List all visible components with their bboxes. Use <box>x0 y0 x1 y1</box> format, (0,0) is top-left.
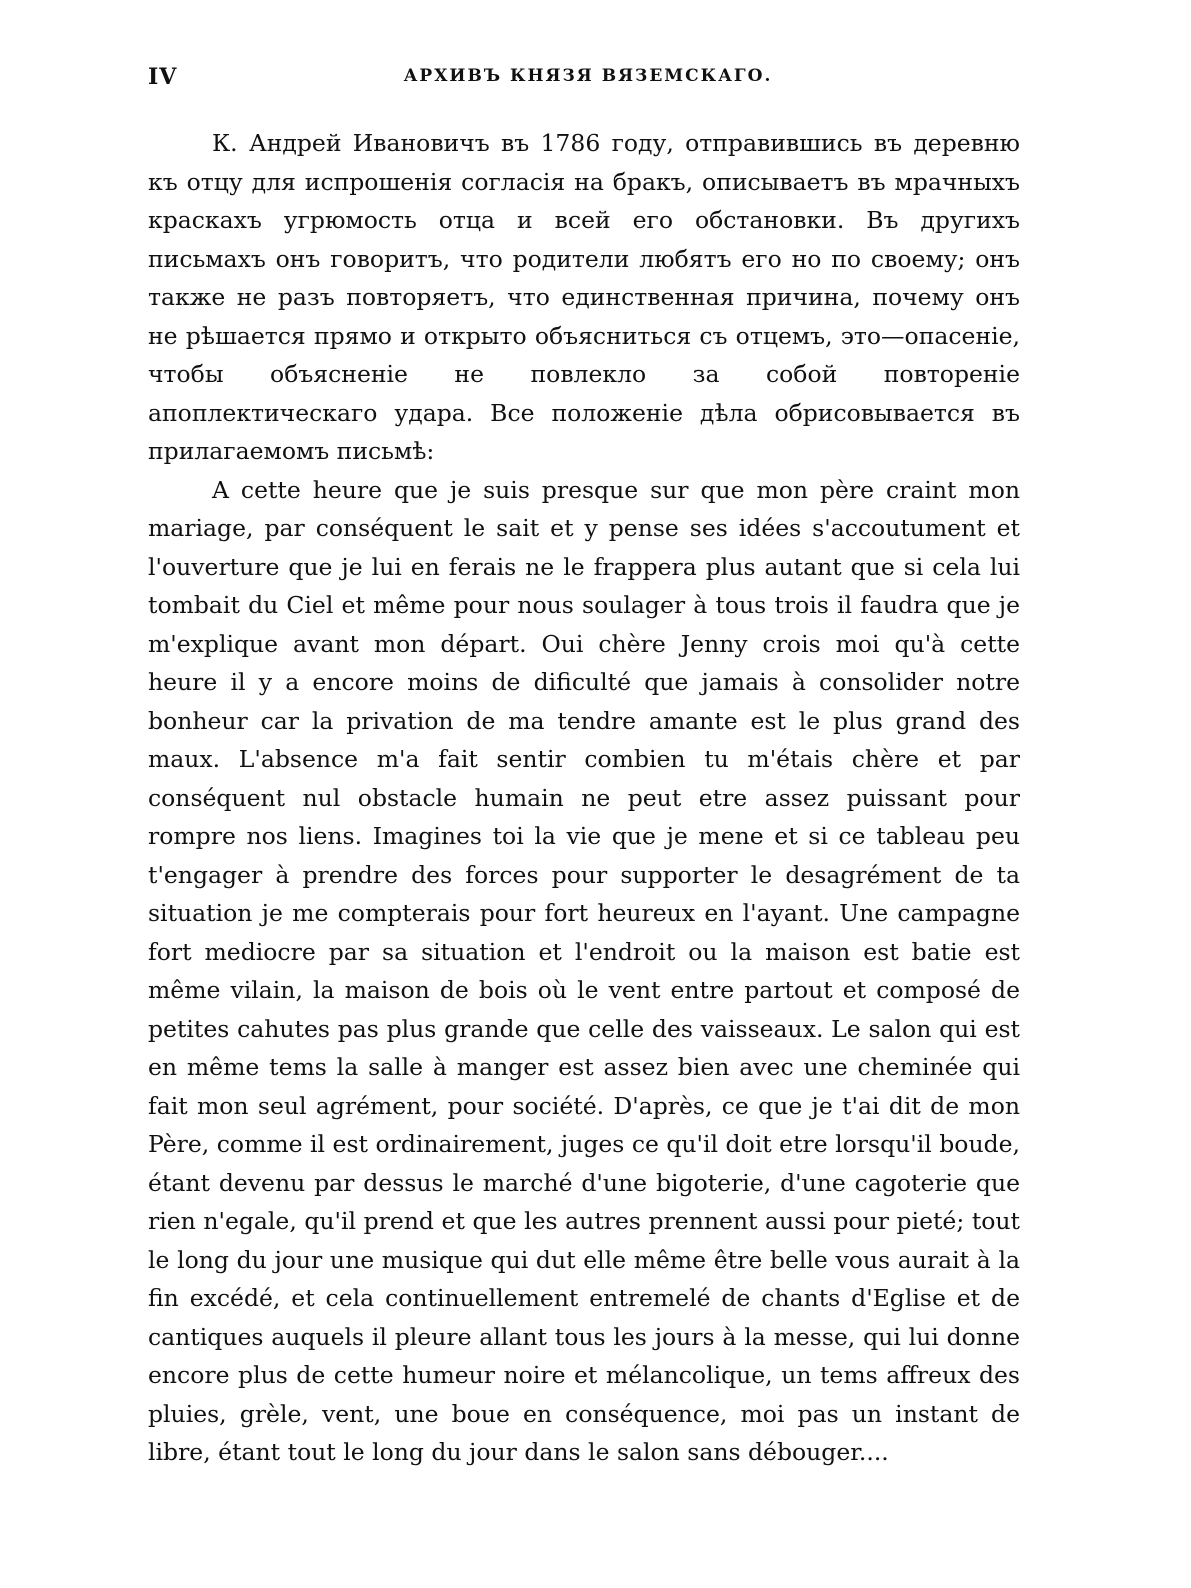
body-text <box>148 124 1020 1472</box>
page-header <box>148 64 1028 104</box>
page-number: IV <box>148 64 178 90</box>
paragraph-french-letter: A cette heure que je suis presque sur que mon père craint mon mariage, par conséquent le sait et y pense ses idées s'accoutument et l'ouverture que je lui en ferais ne le frappera plus autant que si cela lui tombait du Ciel et même pour nous soulager à tous trois il faudra que je m'explique avant mon départ. Oui chère Jenny crois moi qu'à cette heure il y a encore moins de dificulté que jamais à consolider notre bonheur car la privation de ma tendre amante est le plus grand des maux. L'absence m'a fait sentir combien tu m'étais chère et par conséquent nul obstacle humain ne peut etre assez puissant pour rompre nos liens. Imagines toi la vie que je mene et si ce tableau peu t'engager à prendre des forces pour supporter le desagrément de ta situation je me compterais pour fort heureux en l'ayant. Une campagne fort mediocre par sa situation et l'endroit ou la maison est batie est même vilain, la maison de bois où le vent entre partout et composé de petites cahutes pas plus grande que celle des vaisseaux. Le salon qui est en même tems la salle à manger est assez bien avec une cheminée qui fait mon seul agrément, pour société. D'après, ce que je t'ai dit de mon Père, comme il est ordinairement, juges ce qu'il doit etre lorsqu'il boude, étant devenu par dessus le marché d'une bigoterie, d'une cagoterie que rien n'egale, qu'il prend et que les autres prennent aussi pour pieté; tout le long du jour une musique qui dut elle même être belle vous aurait à la fin excédé, et cela continuellement entremelé de chants d'Eglise et de cantiques auquels il pleure allant tous les jours à la messe, qui lui donne encore plus de cette humeur noire et mélancolique, un tems affreux des pluies, grèle, vent, une boue en conséquence, moi pas un instant de libre, étant tout le long du jour dans le salon sans débouger.... <box>148 475 1020 1466</box>
paragraph-russian-intro: К. Андрей Ивановичъ въ 1786 году, отправившись въ деревню къ отцу для испрошенія согласія на бракъ, описываетъ въ мрачныхъ краскахъ угрюмость отца и всей его обстановки. Въ другихъ письмахъ онъ говоритъ, что родители любятъ его но по своему; онъ также не разъ повторяетъ, что единственная причина, почему онъ не рѣшается прямо и открыто объясниться съ отцемъ, это—опасеніе, чтобы объясненіе не повлекло за собой повтореніе апоплектическаго удара. Все положеніе дѣла обрисовывается въ прилагаемомъ письмѣ: <box>148 129 1020 465</box>
running-title: АРХИВЪ КНЯЗЯ ВЯЗЕМСКАГО. <box>403 66 773 86</box>
